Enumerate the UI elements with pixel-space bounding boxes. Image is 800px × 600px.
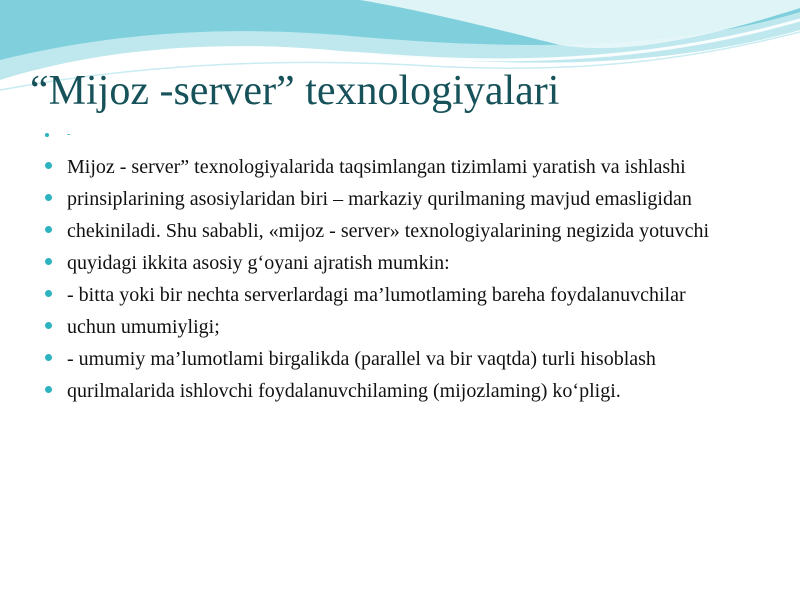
bullet-dot-icon — [45, 133, 49, 137]
list-item-text: qurilmalarida ishlovchi foydalanuvchilaming (mijozlaming) ko‘pligi. — [67, 380, 621, 402]
list-item — [40, 186, 740, 212]
list-item — [40, 250, 740, 276]
list-item — [40, 378, 740, 404]
list-item-text: prinsiplarining asosiylaridan biri – markaziy qurilmaning mavjud emasligidan — [67, 188, 692, 210]
list-item-text: - bitta yoki bir nechta serverlardagi ma’lumotlaming bareha foydalanuvchilar — [67, 284, 686, 306]
list-item-text: quyidagi ikkita asosiy g‘oyani ajratish mumkin: — [67, 252, 450, 274]
list-item-text: uchun umumiyligi; — [67, 316, 220, 338]
bullet-dot-icon — [45, 322, 52, 329]
slide-title: “Mijoz -server” texnologiyalari — [30, 68, 560, 114]
list-item-text: - — [67, 129, 71, 140]
list-item — [40, 314, 740, 340]
bullet-dot-icon — [45, 386, 52, 393]
bullet-dot-icon — [45, 258, 52, 265]
list-item-text: - umumiy ma’lumotlami birgalikda (parallel va bir vaqtda) turli hisoblash — [67, 348, 656, 370]
list-item — [40, 346, 740, 372]
list-item — [40, 128, 740, 142]
bullet-dot-icon — [45, 354, 52, 361]
bullet-dot-icon — [45, 290, 52, 297]
list-item-text: chekiniladi. Shu sababli, «mijoz - server» texnologiyalarining negizida yotuvchi — [67, 220, 710, 242]
list-item — [40, 282, 740, 308]
list-item — [40, 154, 740, 180]
bullet-dot-icon — [45, 162, 52, 169]
bullet-list — [40, 128, 740, 410]
bullet-dot-icon — [45, 194, 52, 201]
list-item — [40, 218, 740, 244]
list-item-text: Mijoz - server” texnologiyalarida taqsimlangan tizimlami yaratish va ishlashi — [67, 156, 686, 178]
bullet-dot-icon — [45, 226, 52, 233]
